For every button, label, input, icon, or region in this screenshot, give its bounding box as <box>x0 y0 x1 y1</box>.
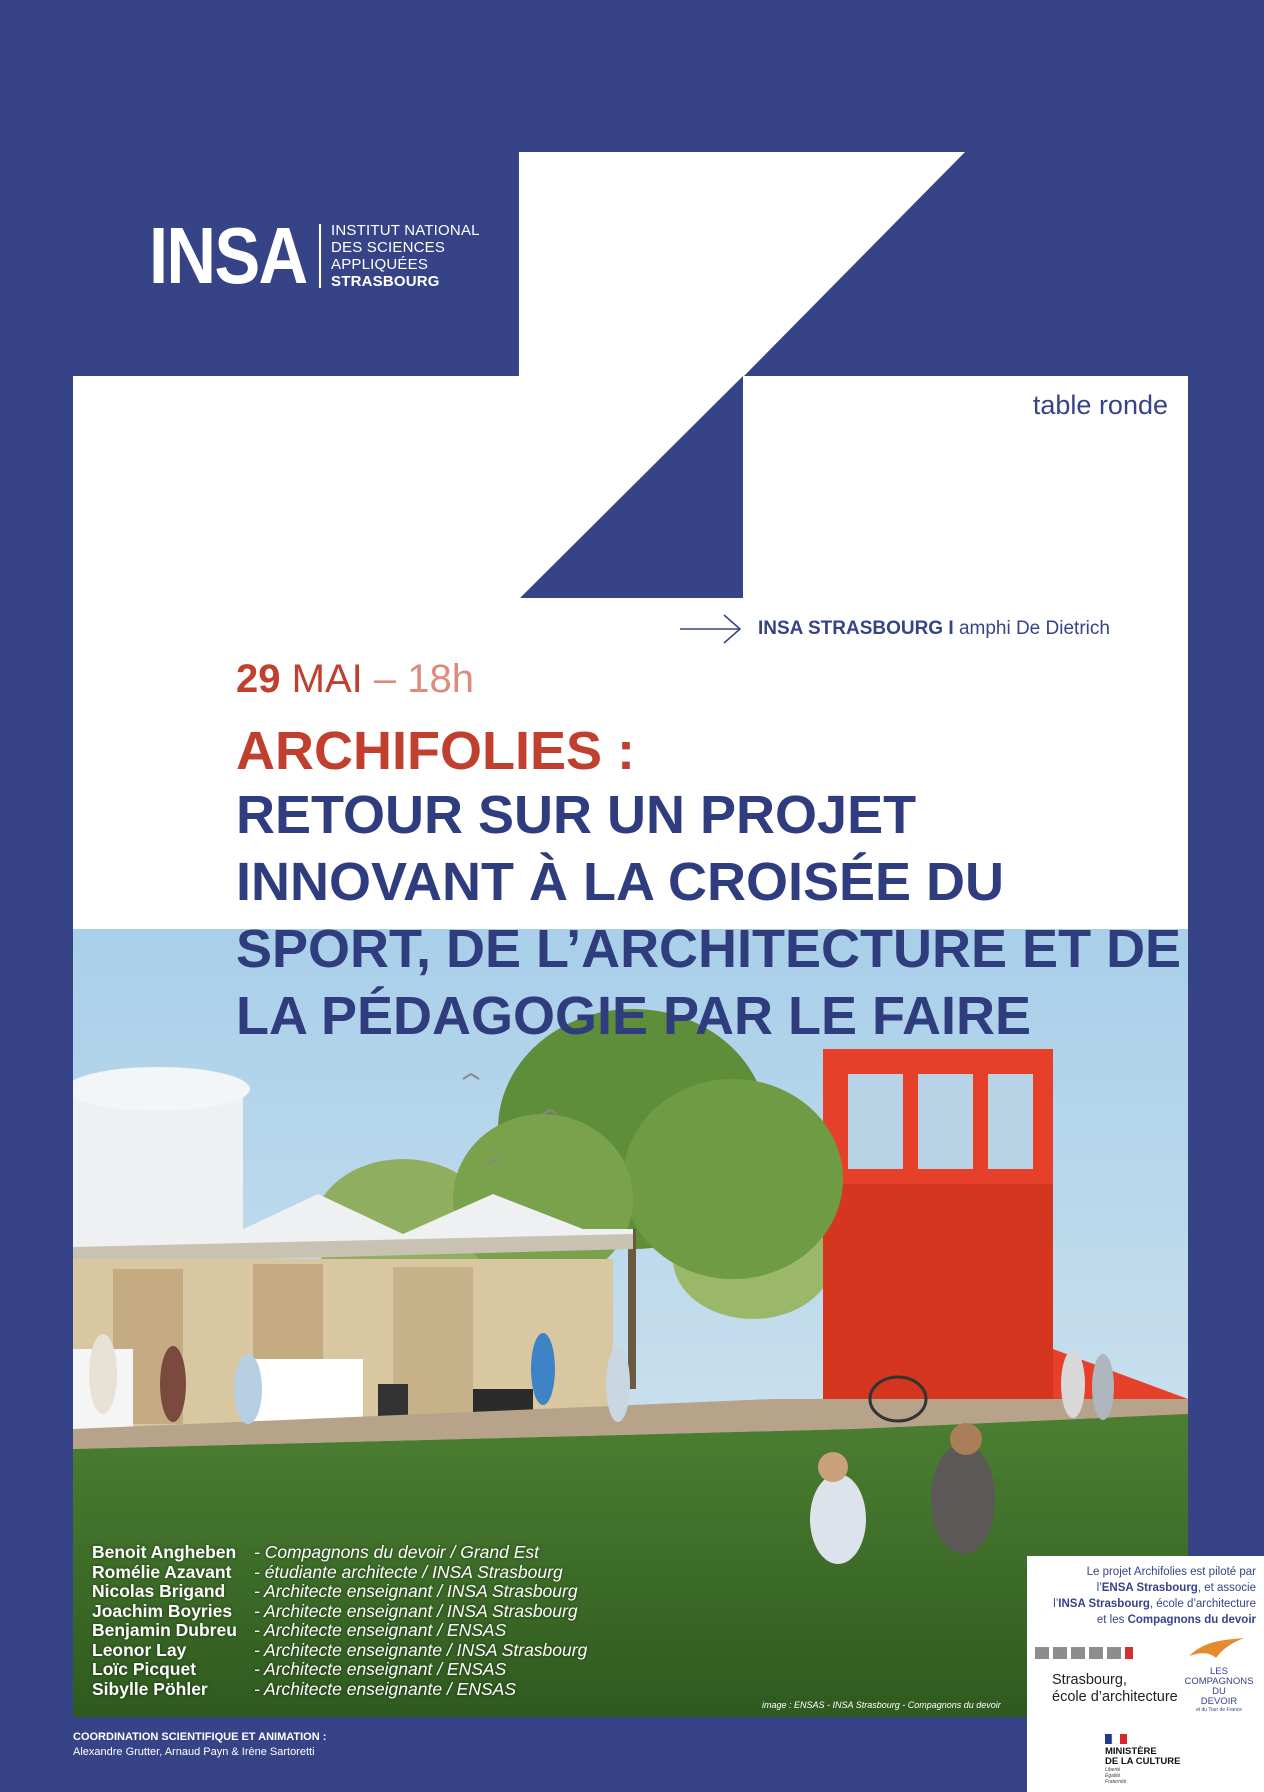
child-head <box>950 1423 982 1455</box>
tree <box>453 1114 633 1284</box>
insa-logo-mark: INSA <box>149 211 307 300</box>
venue-separator: I <box>948 618 954 639</box>
speaker-role: - Architecte enseignant / INSA Strasbourg <box>254 1581 578 1601</box>
red-tower-opening <box>848 1074 903 1169</box>
ministry-motto: Liberté <box>1105 1767 1121 1773</box>
speaker-role: - Architecte enseignant / ENSAS <box>254 1659 507 1679</box>
speaker-row <box>92 1602 587 1622</box>
ministry-motto: Égalité <box>1105 1773 1121 1779</box>
arrow-right-icon <box>678 612 744 646</box>
venue <box>678 612 1110 646</box>
speaker-role: - étudiante architecte / INSA Strasbourg <box>254 1561 563 1582</box>
logo-line: DES SCIENCES <box>331 239 446 256</box>
speaker-row <box>92 1543 587 1563</box>
partners-text-part: Le projet Archifolies est piloté par <box>1086 1566 1256 1578</box>
compagnons-logo-line: et du Tour de France <box>1195 1707 1243 1713</box>
speaker-role: - Compagnons du devoir / Grand Est <box>254 1542 540 1562</box>
logo-line: APPLIQUÉES <box>331 256 429 273</box>
ensas-logo-line: Strasbourg, <box>1052 1672 1127 1688</box>
person <box>1092 1354 1114 1420</box>
tree-trunk <box>628 1229 636 1389</box>
partners-text-part: l’ <box>1053 1598 1059 1610</box>
person <box>1061 1350 1085 1418</box>
person <box>160 1346 186 1422</box>
date-time: – 18h <box>373 657 474 701</box>
speaker-row <box>92 1641 587 1661</box>
logo-panel-extension <box>519 152 965 378</box>
speaker-name: Loïc Picquet <box>92 1659 197 1679</box>
event-title <box>236 720 1196 1050</box>
speaker-row <box>92 1563 587 1583</box>
person <box>606 1346 630 1422</box>
speaker-row <box>92 1660 587 1680</box>
compagnons-logo <box>1177 1634 1261 1713</box>
partner-compagnons: Compagnons du devoir <box>1127 1614 1256 1626</box>
image-credit: image : ENSAS - INSA Strasbourg - Compagnons du devoir <box>762 1700 1001 1710</box>
ensas-logo-text <box>1052 1672 1178 1706</box>
compagnons-logo-line: DU <box>1212 1686 1226 1697</box>
partner-ensas: ENSA Strasbourg <box>1101 1582 1198 1594</box>
speaker-row <box>92 1680 587 1700</box>
speaker-name: Benoit Angheben <box>92 1542 237 1562</box>
title-highlight: ARCHIFOLIES : <box>236 721 635 781</box>
speaker-row <box>92 1582 587 1602</box>
speaker-list <box>92 1543 587 1699</box>
partners-text-part: , école d’architecture <box>1149 1598 1256 1610</box>
logo-text <box>331 222 480 290</box>
speaker-row <box>92 1621 587 1641</box>
coordination-title: COORDINATION SCIENTIFIQUE ET ANIMATION : <box>73 1731 327 1743</box>
ensas-logo-icon <box>1035 1644 1135 1662</box>
coordination <box>73 1730 326 1760</box>
tree <box>623 1079 843 1279</box>
compagnons-logo-line: COMPAGNONS <box>1184 1676 1254 1687</box>
logo-line: INSTITUT NATIONAL <box>331 222 480 239</box>
ministry-logo <box>1105 1734 1180 1785</box>
person <box>234 1354 262 1424</box>
coordination-names: Alexandre Grutter, Arnaud Payn & Irène Sartoretti <box>73 1746 315 1758</box>
insa-logo <box>149 211 480 300</box>
ministry-line: MINISTÈRE <box>1105 1746 1157 1757</box>
child <box>931 1444 995 1554</box>
logo-separator <box>319 224 321 288</box>
silo-top <box>73 1067 250 1111</box>
speaker-role: - Architecte enseignant / INSA Strasbourg <box>254 1600 578 1621</box>
child-head <box>818 1452 848 1482</box>
speaker-name: Joachim Boyries <box>92 1600 233 1621</box>
speaker-name: Benjamin Dubreu <box>92 1620 237 1640</box>
compagnons-logo-line: DEVOIR <box>1200 1696 1238 1707</box>
partners-text-part: , et associe <box>1197 1582 1256 1594</box>
red-tower-shade <box>823 1184 1053 1404</box>
speaker-role: - Architecte enseignante / INSA Strasbourg <box>254 1639 588 1660</box>
ministry-line: DE LA CULTURE <box>1105 1756 1181 1767</box>
marianne-flag-icon <box>1105 1734 1127 1744</box>
logo-city: STRASBOURG <box>331 273 440 290</box>
title-main: RETOUR SUR UN PROJET INNOVANT À LA CROISÉE DU SPORT, DE L’ARCHITECTURE ET DE LA PÉDAGOGIE PAR LE FAIRE <box>236 785 1182 1046</box>
ensas-logo-line: école d’architecture <box>1052 1689 1178 1705</box>
partners-text-part: et les <box>1096 1614 1128 1626</box>
speaker-role: - Architecte enseignante / ENSAS <box>254 1678 516 1699</box>
event-date <box>236 654 474 704</box>
red-tower-opening <box>988 1074 1033 1169</box>
speaker-name: Nicolas Brigand <box>92 1581 226 1601</box>
pavilion-wall <box>253 1359 363 1424</box>
speaker-role: - Architecte enseignant / ENSAS <box>254 1620 507 1640</box>
child <box>810 1474 866 1564</box>
partners-text: Le projet Archifolies est piloté par l’ENSA Strasbourg, et associe l’INSA Strasbourg, école d’architecture et les Compagnons du devoir <box>1053 1566 1256 1626</box>
date-month: MAI <box>291 657 363 701</box>
speaker-name: Romélie Azavant <box>92 1561 232 1582</box>
person <box>531 1333 555 1405</box>
compagnons-logo-line: LES <box>1210 1666 1228 1677</box>
venue-room: amphi De Dietrich <box>958 618 1110 639</box>
date-day: 29 <box>236 657 281 701</box>
ministry-motto: Fraternité <box>1105 1779 1127 1785</box>
bird-icon <box>1184 1634 1254 1662</box>
speaker-name: Sibylle Pöhler <box>92 1678 208 1699</box>
venue-text <box>758 618 1110 640</box>
venue-place: INSA STRASBOURG <box>758 618 944 639</box>
red-tower-opening <box>918 1074 973 1169</box>
partner-insa: INSA Strasbourg <box>1058 1598 1150 1610</box>
speaker-name: Leonor Lay <box>92 1639 187 1660</box>
event-type: table ronde <box>1032 390 1168 420</box>
partners-box <box>1027 1556 1264 1792</box>
person <box>89 1334 117 1414</box>
